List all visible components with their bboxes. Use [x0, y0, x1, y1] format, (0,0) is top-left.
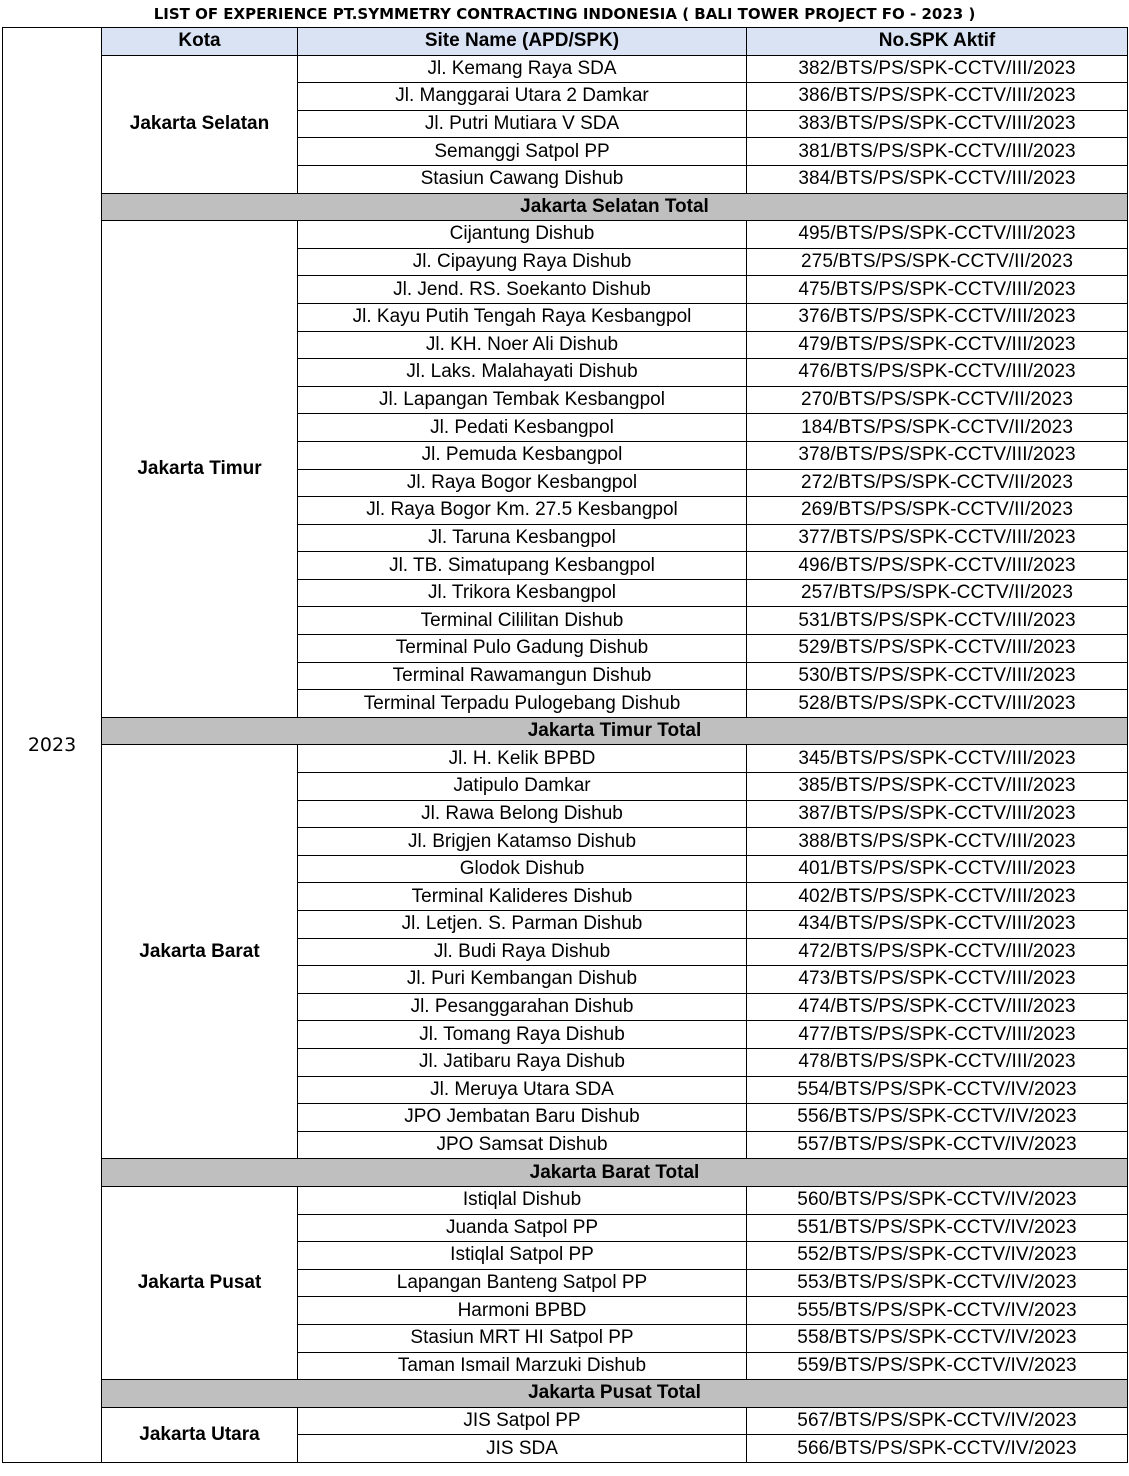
site-name-cell: Jl. Jend. RS. Soekanto Dishub: [298, 276, 747, 304]
spk-number-cell: 275/BTS/PS/SPK-CCTV/II/2023: [747, 248, 1128, 276]
site-name-cell: Jl. Pemuda Kesbangpol: [298, 441, 747, 469]
spk-number-cell: 378/BTS/PS/SPK-CCTV/III/2023: [747, 441, 1128, 469]
site-name-cell: JIS Satpol PP: [298, 1407, 747, 1435]
site-name-cell: Jatipulo Damkar: [298, 773, 747, 801]
spk-number-cell: 270/BTS/PS/SPK-CCTV/II/2023: [747, 386, 1128, 414]
spk-number-cell: 553/BTS/PS/SPK-CCTV/IV/2023: [747, 1269, 1128, 1297]
spk-number-cell: 384/BTS/PS/SPK-CCTV/III/2023: [747, 165, 1128, 193]
total-row: [3, 1159, 1128, 1187]
spk-number-cell: 479/BTS/PS/SPK-CCTV/III/2023: [747, 331, 1128, 359]
site-name-cell: Jl. Meruya Utara SDA: [298, 1076, 747, 1104]
group-total-label: Jakarta Selatan Total: [102, 193, 1128, 221]
spk-number-cell: 401/BTS/PS/SPK-CCTV/III/2023: [747, 855, 1128, 883]
spk-number-cell: 385/BTS/PS/SPK-CCTV/III/2023: [747, 773, 1128, 801]
spk-number-cell: 475/BTS/PS/SPK-CCTV/III/2023: [747, 276, 1128, 304]
spk-number-cell: 529/BTS/PS/SPK-CCTV/III/2023: [747, 635, 1128, 663]
spk-number-cell: 381/BTS/PS/SPK-CCTV/III/2023: [747, 138, 1128, 166]
spk-number-cell: 560/BTS/PS/SPK-CCTV/IV/2023: [747, 1186, 1128, 1214]
spk-number-cell: 559/BTS/PS/SPK-CCTV/IV/2023: [747, 1352, 1128, 1380]
site-name-cell: Jl. KH. Noer Ali Dishub: [298, 331, 747, 359]
site-name-cell: Taman Ismail Marzuki Dishub: [298, 1352, 747, 1380]
city-cell: Jakarta Utara: [102, 1407, 298, 1462]
site-name-cell: Jl. Budi Raya Dishub: [298, 938, 747, 966]
spk-number-cell: 554/BTS/PS/SPK-CCTV/IV/2023: [747, 1076, 1128, 1104]
site-name-cell: Lapangan Banteng Satpol PP: [298, 1269, 747, 1297]
header-kota: Kota: [102, 28, 298, 56]
spk-number-cell: 551/BTS/PS/SPK-CCTV/IV/2023: [747, 1214, 1128, 1242]
table-row: [3, 221, 1128, 249]
site-name-cell: Jl. Rawa Belong Dishub: [298, 800, 747, 828]
site-name-cell: Jl. Taruna Kesbangpol: [298, 524, 747, 552]
table-row: [3, 745, 1128, 773]
site-name-cell: JPO Samsat Dishub: [298, 1131, 747, 1159]
spk-number-cell: 269/BTS/PS/SPK-CCTV/II/2023: [747, 497, 1128, 525]
spk-number-cell: 272/BTS/PS/SPK-CCTV/II/2023: [747, 469, 1128, 497]
site-name-cell: Istiqlal Satpol PP: [298, 1242, 747, 1270]
site-name-cell: Stasiun MRT HI Satpol PP: [298, 1324, 747, 1352]
site-name-cell: Jl. Jatibaru Raya Dishub: [298, 1048, 747, 1076]
site-name-cell: Jl. Kemang Raya SDA: [298, 55, 747, 83]
group-total-label: Jakarta Pusat Total: [102, 1380, 1128, 1408]
total-row: [3, 1380, 1128, 1408]
spk-number-cell: 478/BTS/PS/SPK-CCTV/III/2023: [747, 1048, 1128, 1076]
site-name-cell: Jl. Tomang Raya Dishub: [298, 1021, 747, 1049]
document-title: LIST OF EXPERIENCE PT.SYMMETRY CONTRACTING INDONESIA ( BALI TOWER PROJECT FO - 2023 ): [153, 5, 976, 23]
spk-number-cell: 472/BTS/PS/SPK-CCTV/III/2023: [747, 938, 1128, 966]
spk-number-cell: 552/BTS/PS/SPK-CCTV/IV/2023: [747, 1242, 1128, 1270]
experience-table: [2, 27, 1128, 1463]
group-total-label: Jakarta Barat Total: [102, 1159, 1128, 1187]
spk-number-cell: 557/BTS/PS/SPK-CCTV/IV/2023: [747, 1131, 1128, 1159]
site-name-cell: Jl. TB. Simatupang Kesbangpol: [298, 552, 747, 580]
site-name-cell: Terminal Pulo Gadung Dishub: [298, 635, 747, 663]
site-name-cell: Jl. Raya Bogor Km. 27.5 Kesbangpol: [298, 497, 747, 525]
site-name-cell: Terminal Rawamangun Dishub: [298, 662, 747, 690]
total-row: [3, 717, 1128, 745]
spk-number-cell: 556/BTS/PS/SPK-CCTV/IV/2023: [747, 1104, 1128, 1132]
city-cell: Jakarta Pusat: [102, 1186, 298, 1379]
spk-number-cell: 388/BTS/PS/SPK-CCTV/III/2023: [747, 828, 1128, 856]
year-cell: 2023: [3, 28, 102, 1463]
site-name-cell: Jl. Laks. Malahayati Dishub: [298, 359, 747, 387]
total-row: [3, 193, 1128, 221]
spk-number-cell: 558/BTS/PS/SPK-CCTV/IV/2023: [747, 1324, 1128, 1352]
table-row: [3, 1407, 1128, 1435]
city-cell: Jakarta Selatan: [102, 55, 298, 193]
spk-number-cell: 528/BTS/PS/SPK-CCTV/III/2023: [747, 690, 1128, 718]
spk-number-cell: 257/BTS/PS/SPK-CCTV/II/2023: [747, 579, 1128, 607]
site-name-cell: Jl. Kayu Putih Tengah Raya Kesbangpol: [298, 303, 747, 331]
site-name-cell: Jl. Trikora Kesbangpol: [298, 579, 747, 607]
site-name-cell: Cijantung Dishub: [298, 221, 747, 249]
spk-number-cell: 476/BTS/PS/SPK-CCTV/III/2023: [747, 359, 1128, 387]
spk-number-cell: 377/BTS/PS/SPK-CCTV/III/2023: [747, 524, 1128, 552]
site-name-cell: Istiqlal Dishub: [298, 1186, 747, 1214]
site-name-cell: JIS SDA: [298, 1435, 747, 1463]
spk-number-cell: 566/BTS/PS/SPK-CCTV/IV/2023: [747, 1435, 1128, 1463]
site-name-cell: Terminal Cililitan Dishub: [298, 607, 747, 635]
table-row: [3, 1186, 1128, 1214]
spk-number-cell: 530/BTS/PS/SPK-CCTV/III/2023: [747, 662, 1128, 690]
header-row: [3, 28, 1128, 56]
site-name-cell: Jl. Cipayung Raya Dishub: [298, 248, 747, 276]
spk-number-cell: 477/BTS/PS/SPK-CCTV/III/2023: [747, 1021, 1128, 1049]
site-name-cell: Jl. Pesanggarahan Dishub: [298, 993, 747, 1021]
header-site-name: Site Name (APD/SPK): [298, 28, 747, 56]
spk-number-cell: 383/BTS/PS/SPK-CCTV/III/2023: [747, 110, 1128, 138]
city-cell: Jakarta Barat: [102, 745, 298, 1159]
site-name-cell: Jl. Puri Kembangan Dishub: [298, 966, 747, 994]
site-name-cell: Jl. Manggarai Utara 2 Damkar: [298, 83, 747, 111]
site-name-cell: Jl. Brigjen Katamso Dishub: [298, 828, 747, 856]
table-body: [3, 28, 1128, 1463]
site-name-cell: Jl. Lapangan Tembak Kesbangpol: [298, 386, 747, 414]
spk-number-cell: 184/BTS/PS/SPK-CCTV/II/2023: [747, 414, 1128, 442]
site-name-cell: JPO Jembatan Baru Dishub: [298, 1104, 747, 1132]
spk-number-cell: 434/BTS/PS/SPK-CCTV/III/2023: [747, 911, 1128, 939]
spk-number-cell: 402/BTS/PS/SPK-CCTV/III/2023: [747, 883, 1128, 911]
site-name-cell: Jl. Putri Mutiara V SDA: [298, 110, 747, 138]
spk-number-cell: 496/BTS/PS/SPK-CCTV/III/2023: [747, 552, 1128, 580]
site-name-cell: Terminal Kalideres Dishub: [298, 883, 747, 911]
spk-number-cell: 382/BTS/PS/SPK-CCTV/III/2023: [747, 55, 1128, 83]
site-name-cell: Glodok Dishub: [298, 855, 747, 883]
spk-number-cell: 386/BTS/PS/SPK-CCTV/III/2023: [747, 83, 1128, 111]
city-cell: Jakarta Timur: [102, 221, 298, 718]
table-row: [3, 55, 1128, 83]
spk-number-cell: 555/BTS/PS/SPK-CCTV/IV/2023: [747, 1297, 1128, 1325]
spk-number-cell: 495/BTS/PS/SPK-CCTV/III/2023: [747, 221, 1128, 249]
site-name-cell: Harmoni BPBD: [298, 1297, 747, 1325]
spk-number-cell: 567/BTS/PS/SPK-CCTV/IV/2023: [747, 1407, 1128, 1435]
site-name-cell: Terminal Terpadu Pulogebang Dishub: [298, 690, 747, 718]
site-name-cell: Jl. Letjen. S. Parman Dishub: [298, 911, 747, 939]
spk-number-cell: 345/BTS/PS/SPK-CCTV/III/2023: [747, 745, 1128, 773]
site-name-cell: Jl. Pedati Kesbangpol: [298, 414, 747, 442]
spk-number-cell: 376/BTS/PS/SPK-CCTV/III/2023: [747, 303, 1128, 331]
group-total-label: Jakarta Timur Total: [102, 717, 1128, 745]
site-name-cell: Juanda Satpol PP: [298, 1214, 747, 1242]
spk-number-cell: 387/BTS/PS/SPK-CCTV/III/2023: [747, 800, 1128, 828]
site-name-cell: Semanggi Satpol PP: [298, 138, 747, 166]
spk-number-cell: 531/BTS/PS/SPK-CCTV/III/2023: [747, 607, 1128, 635]
site-name-cell: Jl. H. Kelik BPBD: [298, 745, 747, 773]
site-name-cell: Jl. Raya Bogor Kesbangpol: [298, 469, 747, 497]
site-name-cell: Stasiun Cawang Dishub: [298, 165, 747, 193]
spk-number-cell: 474/BTS/PS/SPK-CCTV/III/2023: [747, 993, 1128, 1021]
header-spk: No.SPK Aktif: [747, 28, 1128, 56]
spk-number-cell: 473/BTS/PS/SPK-CCTV/III/2023: [747, 966, 1128, 994]
